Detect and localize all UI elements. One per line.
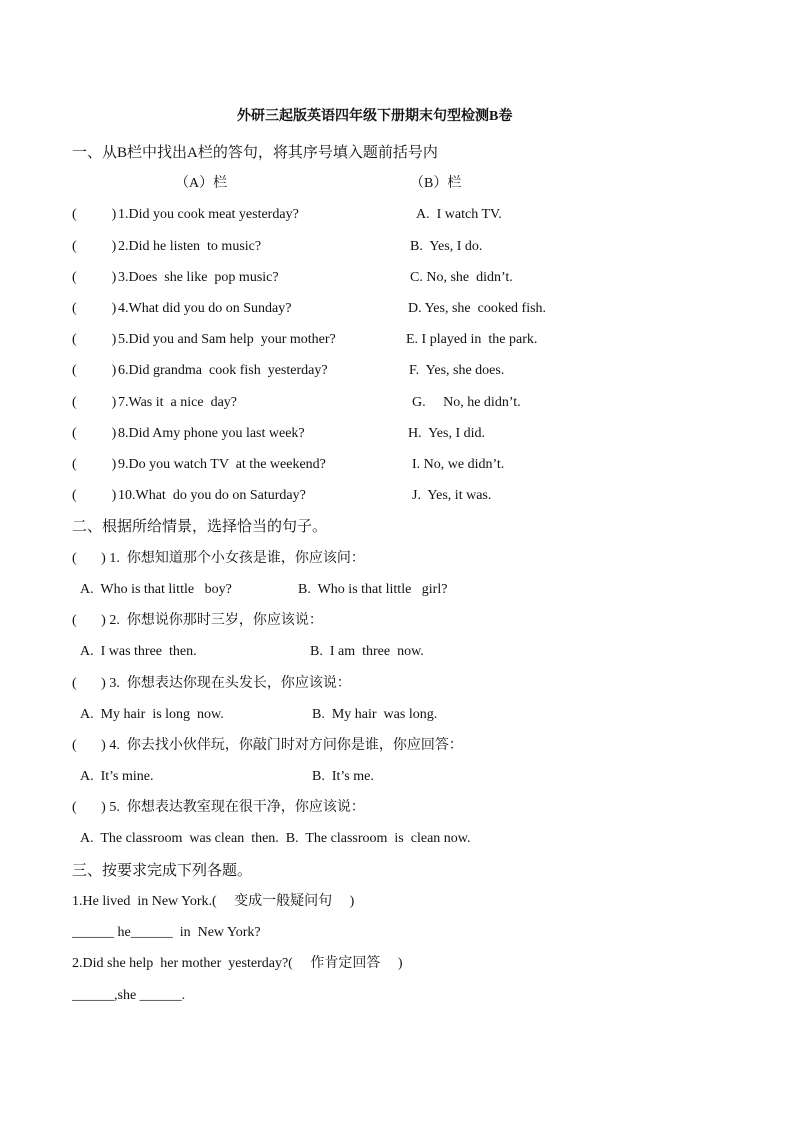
page-title: 外研三起版英语四年级下册期末句型检测B卷 — [237, 109, 513, 124]
answer-b: B. Yes, I do. — [410, 239, 483, 254]
question-a: 9.Do you watch TV at the weekend? — [118, 457, 326, 472]
option-b: B. My hair was long. — [312, 707, 438, 722]
answer-bracket[interactable]: ( ) — [72, 301, 117, 316]
option-a: A. Who is that little boy? — [80, 582, 232, 597]
option-b: B. It’s me. — [312, 769, 374, 784]
answer-b: C. No, she didn’t. — [410, 270, 513, 285]
situation-question: ( ) 1. 你想知道那个小女孩是谁，你应该问： — [72, 551, 365, 566]
option-a: A. It’s mine. — [80, 769, 154, 784]
question-a: 4.What did you do on Sunday? — [118, 301, 292, 316]
answer-b: I. No, we didn’t. — [412, 457, 505, 472]
answer-b: A. I watch TV. — [416, 207, 502, 222]
question-a: 8.Did Amy phone you last week? — [118, 426, 305, 441]
answer-bracket[interactable]: ( ) — [72, 207, 117, 222]
situation-question: ( ) 5. 你想表达教室现在很干净，你应该说： — [72, 800, 365, 815]
answer-line[interactable]: ______,she ______. — [72, 988, 186, 1003]
exercise-line: 1.He lived in New York.( 变成一般疑问句 ) — [72, 894, 355, 909]
answer-b: J. Yes, it was. — [412, 488, 492, 503]
question-a: 7.Was it a nice day? — [118, 395, 237, 410]
answer-bracket[interactable]: ( ) — [72, 426, 117, 441]
question-a: 10.What do you do on Saturday? — [118, 488, 306, 503]
answer-bracket[interactable]: ( ) — [72, 395, 117, 410]
section1-heading: 一、从B栏中找出A栏的答句，将其序号填入题前括号内 — [72, 145, 438, 161]
answer-bracket[interactable]: ( ) — [72, 457, 117, 472]
option-a: A. My hair is long now. — [80, 707, 224, 722]
answer-bracket[interactable]: ( ) — [72, 363, 117, 378]
question-a: 3.Does she like pop music? — [118, 270, 279, 285]
section2-heading: 二、根据所给情景，选择恰当的句子。 — [72, 519, 328, 535]
exercise-line: 2.Did she help her mother yesterday?( 作肯定回答 ) — [72, 956, 403, 971]
question-a: 2.Did he listen to music? — [118, 239, 262, 254]
situation-question: ( ) 3. 你想表达你现在头发长，你应该说： — [72, 676, 351, 691]
answer-b: D. Yes, she cooked fish. — [408, 301, 547, 316]
answer-bracket[interactable]: ( ) — [72, 239, 117, 254]
answer-bracket[interactable]: ( ) — [72, 270, 117, 285]
answer-b: H. Yes, I did. — [408, 426, 486, 441]
option-a: A. The classroom was clean then. B. The classroom is clean now. — [80, 831, 471, 846]
answer-bracket[interactable]: ( ) — [72, 332, 117, 347]
answer-b: G. No, he didn’t. — [412, 395, 521, 410]
answer-bracket[interactable]: ( ) — [72, 488, 117, 503]
question-a: 5.Did you and Sam help your mother? — [118, 332, 336, 347]
answer-b: F. Yes, she does. — [409, 363, 505, 378]
question-a: 1.Did you cook meat yesterday? — [118, 207, 299, 222]
option-b: B. Who is that little girl? — [298, 582, 448, 597]
column-b-label: （B）栏 — [410, 176, 462, 191]
column-a-label: （A）栏 — [175, 176, 228, 191]
option-b: B. I am three now. — [310, 644, 424, 659]
question-a: 6.Did grandma cook fish yesterday? — [118, 363, 328, 378]
section3-heading: 三、按要求完成下列各题。 — [72, 863, 253, 879]
answer-b: E. I played in the park. — [406, 332, 538, 347]
situation-question: ( ) 2. 你想说你那时三岁，你应该说： — [72, 613, 323, 628]
situation-question: ( ) 4. 你去找小伙伴玩，你敲门时对方问你是谁，你应回答： — [72, 738, 463, 753]
option-a: A. I was three then. — [80, 644, 197, 659]
answer-line[interactable]: ______ he______ in New York? — [72, 925, 261, 940]
